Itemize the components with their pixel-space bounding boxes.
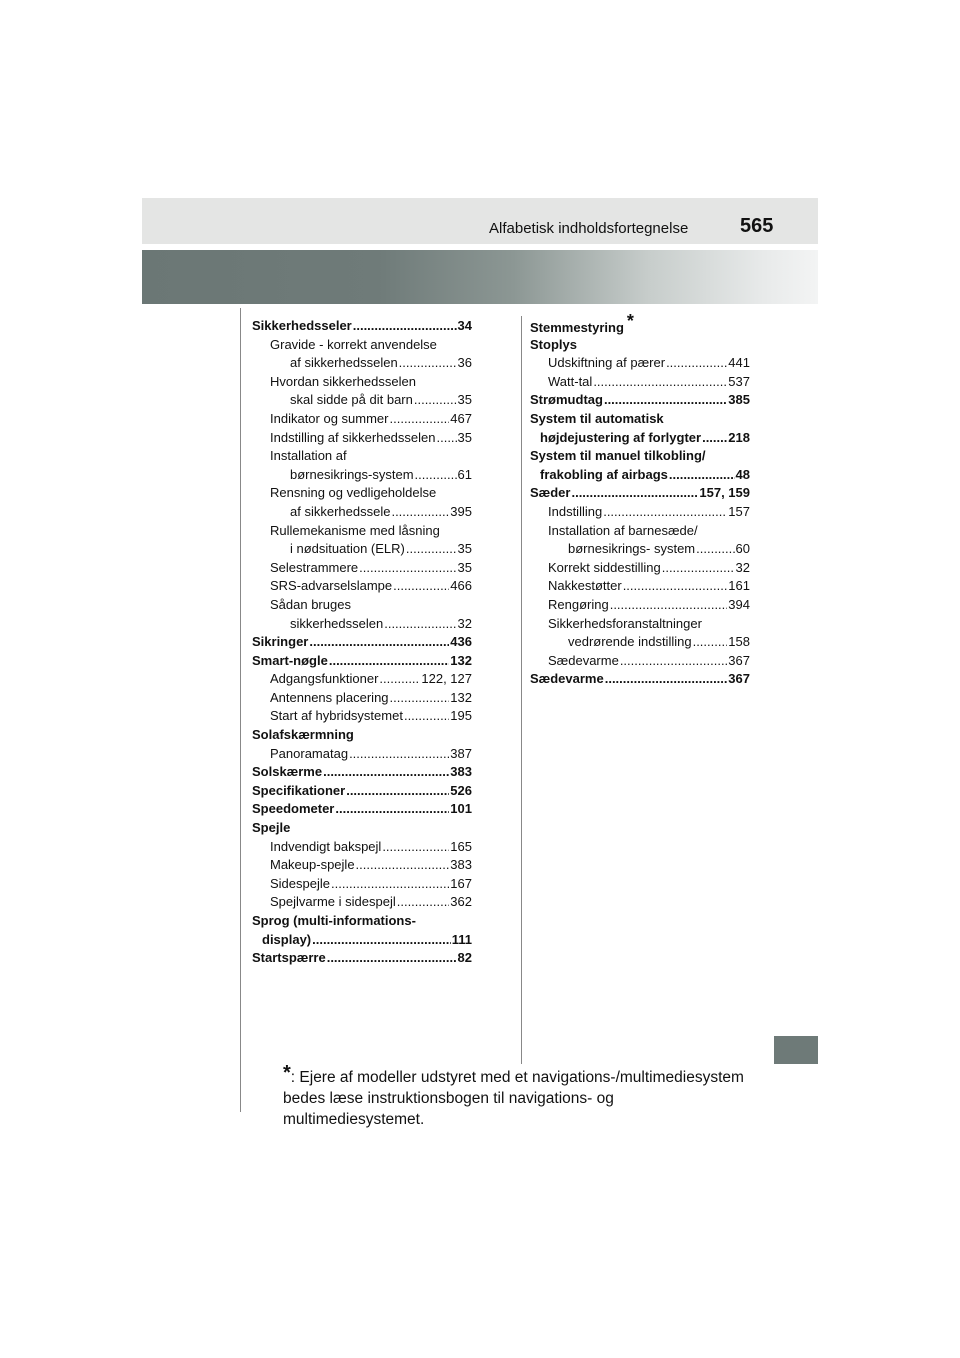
index-entry-page: 101 xyxy=(450,801,472,817)
index-entry xyxy=(252,522,472,541)
dot-leader xyxy=(359,559,456,578)
dot-leader xyxy=(669,466,735,485)
index-entry-term: i nødsituation (ELR) xyxy=(290,541,405,557)
index-entry-page: 60 xyxy=(735,541,750,557)
index-entry-term: Installation af barnesæde/ xyxy=(548,522,698,538)
index-column-right xyxy=(530,311,750,689)
index-entry-term: Indvendigt bakspejl xyxy=(270,838,382,854)
dot-leader xyxy=(353,317,457,336)
index-entry xyxy=(530,410,750,429)
index-entry-page: 48 xyxy=(735,466,750,482)
index-entry-page: 157 xyxy=(728,503,750,519)
index-entry-page: 61 xyxy=(457,466,472,482)
dot-leader xyxy=(702,429,727,448)
footnote xyxy=(283,1062,753,1130)
index-entry-page: 394 xyxy=(728,596,750,612)
index-entry xyxy=(252,466,472,485)
index-entry-term: Indikator og summer xyxy=(270,410,389,426)
index-entry-term: Spejle xyxy=(252,820,291,836)
index-entry-term: Udskiftning af pærer xyxy=(548,355,666,371)
dot-leader xyxy=(390,689,450,708)
index-entry xyxy=(530,577,750,596)
dot-leader xyxy=(349,745,449,764)
index-entry-term: Sidespejle xyxy=(270,875,330,891)
index-entry-page: 362 xyxy=(450,894,472,910)
index-entry-page: 35 xyxy=(457,429,472,445)
index-entry xyxy=(252,596,472,615)
index-entry-term: Sædevarme xyxy=(530,671,604,687)
index-entry-page: 158 xyxy=(728,634,750,650)
dot-leader xyxy=(693,633,728,652)
index-entry xyxy=(252,391,472,410)
footnote-star: * xyxy=(283,1062,291,1084)
index-entry-term: Rengøring xyxy=(548,596,609,612)
index-entry-page: 367 xyxy=(728,671,750,687)
index-entry xyxy=(252,931,472,950)
index-entry-term: Korrekt siddestilling xyxy=(548,559,661,575)
index-entry xyxy=(530,311,750,336)
dot-leader xyxy=(346,782,449,801)
dot-leader xyxy=(620,652,727,671)
dot-leader xyxy=(356,856,450,875)
index-entry xyxy=(530,522,750,541)
index-entry-term: display) xyxy=(262,931,312,947)
dot-leader xyxy=(414,391,457,410)
index-entry-page: 383 xyxy=(450,857,472,873)
index-entry-term: Sikkerhedsforanstaltninger xyxy=(548,615,702,631)
index-entry xyxy=(252,782,472,801)
index-entry xyxy=(252,373,472,392)
index-entry xyxy=(530,484,750,503)
index-entry-term: Indstilling xyxy=(548,503,603,519)
index-entry xyxy=(252,838,472,857)
running-header-title: Alfabetisk indholdsfortegnelse xyxy=(489,220,689,237)
index-entry-term: Stemmestyring xyxy=(530,320,624,335)
dot-leader xyxy=(309,633,449,652)
index-entry xyxy=(252,484,472,503)
dot-leader xyxy=(696,540,734,559)
index-entry-term: sikkerhedsselen xyxy=(290,615,384,631)
index-entry xyxy=(530,466,750,485)
dot-leader xyxy=(603,503,727,522)
index-entry-term: Panoramatag xyxy=(270,745,349,761)
header-gradient-band xyxy=(142,250,818,304)
index-entry xyxy=(530,633,750,652)
index-entry-page: 395 xyxy=(450,503,472,519)
index-entry xyxy=(530,559,750,578)
dot-leader xyxy=(329,652,449,671)
dot-leader xyxy=(610,596,728,615)
index-entry-term: Solafskærmning xyxy=(252,727,354,743)
index-entry-term: Rullemekanisme med låsning xyxy=(270,522,440,538)
index-entry-page: 132 xyxy=(450,689,472,705)
index-entry xyxy=(252,949,472,968)
index-entry xyxy=(252,615,472,634)
index-entry-page: 34 xyxy=(457,318,472,333)
index-entry xyxy=(530,670,750,689)
index-entry-page: 35 xyxy=(457,559,472,575)
index-column-left xyxy=(252,317,472,968)
dot-leader xyxy=(397,893,450,912)
column-divider-rule xyxy=(521,316,522,1064)
index-entry-term: SRS-advarselslampe xyxy=(270,578,393,594)
index-entry-page: 367 xyxy=(728,652,750,668)
index-entry-page: 32 xyxy=(457,615,472,631)
index-entry-term: Sprog (multi-informations- xyxy=(252,913,416,928)
index-entry-page: 111 xyxy=(451,931,472,947)
index-entry-term: System til automatisk xyxy=(530,410,664,426)
index-entry-term: Spejlvarme i sidespejl xyxy=(270,894,396,910)
left-margin-rule xyxy=(240,308,241,1112)
index-entry-term: Sæder xyxy=(530,485,571,501)
index-entry xyxy=(252,689,472,708)
index-entry-term: af sikkerhedssele xyxy=(290,503,391,519)
index-entry-term: af sikkerhedsselen xyxy=(290,355,398,371)
dot-leader xyxy=(406,540,457,559)
index-entry xyxy=(252,856,472,875)
index-entry-term: Sådan bruges xyxy=(270,596,351,612)
index-entry-term: Strømudtag xyxy=(530,392,603,408)
index-entry xyxy=(530,354,750,373)
header-top-bar xyxy=(142,198,818,244)
index-entry-term: Startspærre xyxy=(252,950,326,966)
index-entry-term: Selestrammere xyxy=(270,559,359,575)
index-entry-term: Nakkestøtter xyxy=(548,578,622,594)
dot-leader xyxy=(623,577,728,596)
footnote-text-1: : Ejere af modeller udstyret med et navigations-/multimediesystem xyxy=(290,1069,744,1086)
index-entry-page: 467 xyxy=(450,410,472,426)
index-entry xyxy=(252,503,472,522)
index-entry xyxy=(530,540,750,559)
dot-leader xyxy=(327,949,457,968)
index-entry xyxy=(530,596,750,615)
index-entry-term: højdejustering af forlygter xyxy=(540,429,702,445)
index-entry-page: 387 xyxy=(450,745,472,761)
index-entry-term: Specifikationer xyxy=(252,782,346,798)
dot-leader xyxy=(593,373,727,392)
index-entry-term: Start af hybridsystemet xyxy=(270,708,403,724)
dot-leader xyxy=(415,466,457,485)
index-entry xyxy=(530,652,750,671)
footnote-line-1 xyxy=(283,1062,753,1088)
index-entry xyxy=(530,615,750,634)
page-number: 565 xyxy=(740,215,774,237)
index-entry xyxy=(530,336,750,355)
index-entry-page: 466 xyxy=(450,578,472,594)
index-entry-page: 82 xyxy=(457,950,472,966)
dot-leader xyxy=(391,503,449,522)
index-entry-page: 195 xyxy=(450,708,472,724)
index-entry-term: Hvordan sikkerhedsselen xyxy=(270,373,416,389)
index-entry xyxy=(252,559,472,578)
section-thumb-tab xyxy=(774,1036,818,1064)
index-entry-page: 161 xyxy=(728,578,750,594)
index-entry xyxy=(530,503,750,522)
index-entry-term: Speedometer xyxy=(252,801,335,817)
index-entry-term: Indstilling af sikkerhedsselen xyxy=(270,429,436,445)
index-entry-term: Antennens placering xyxy=(270,689,389,705)
dot-leader xyxy=(335,800,449,819)
index-entry-term: Sikkerhedsseler xyxy=(252,318,352,333)
index-entry xyxy=(252,354,472,373)
index-entry xyxy=(252,652,472,671)
index-entry-page: 383 xyxy=(450,764,472,780)
index-entry xyxy=(252,577,472,596)
index-entry-term: Sikringer xyxy=(252,634,309,650)
dot-leader xyxy=(605,670,728,689)
index-entry-term: frakobling af airbags xyxy=(540,466,668,482)
index-entry-page: 537 xyxy=(728,373,750,389)
footnote-marker: * xyxy=(626,311,634,331)
dot-leader xyxy=(312,931,451,950)
index-entry xyxy=(252,912,472,931)
dot-leader xyxy=(666,354,727,373)
index-entry-term: Smart-nøgle xyxy=(252,652,328,668)
index-entry-term: Sædevarme xyxy=(548,652,619,668)
index-entry-page: 526 xyxy=(450,782,472,798)
dot-leader xyxy=(382,838,449,857)
index-entry xyxy=(252,875,472,894)
index-entry-page: 122, 127 xyxy=(421,671,472,687)
index-entry xyxy=(252,819,472,838)
index-entry xyxy=(252,317,472,336)
index-entry-term: Rensning og vedligeholdelse xyxy=(270,485,437,501)
dot-leader xyxy=(662,559,735,578)
index-entry-term: Stoplys xyxy=(530,336,577,352)
index-entry-page: 167 xyxy=(450,875,472,891)
index-entry xyxy=(252,707,472,726)
index-entry xyxy=(252,670,472,689)
index-entry-term: Solskærme xyxy=(252,764,323,780)
index-entry-term: Gravide - korrekt anvendelse xyxy=(270,336,437,352)
index-entry-term: Installation af xyxy=(270,448,347,464)
dot-leader xyxy=(399,354,457,373)
index-entry-term: skal sidde på dit barn xyxy=(290,392,413,408)
index-entry-page: 36 xyxy=(457,355,472,371)
index-entry-page: 35 xyxy=(457,541,472,557)
index-entry xyxy=(530,447,750,466)
index-entry xyxy=(530,391,750,410)
index-entry xyxy=(252,633,472,652)
dot-leader xyxy=(384,615,456,634)
index-entry-term: børnesikrings- system xyxy=(568,541,696,557)
index-entry xyxy=(252,410,472,429)
index-entry-page: 218 xyxy=(728,429,750,445)
index-entry xyxy=(530,429,750,448)
dot-leader xyxy=(571,484,698,503)
dot-leader xyxy=(379,670,420,689)
index-entry-term: børnesikrings-system xyxy=(290,466,414,482)
index-entry-term: Makeup-spejle xyxy=(270,857,355,873)
index-entry-page: 157, 159 xyxy=(699,485,750,501)
index-entry xyxy=(530,373,750,392)
dot-leader xyxy=(604,391,727,410)
index-entry-page: 385 xyxy=(728,392,750,408)
dot-leader xyxy=(331,875,449,894)
dot-leader xyxy=(323,763,449,782)
index-entry xyxy=(252,447,472,466)
index-entry-term: System til manuel tilkobling/ xyxy=(530,448,706,464)
dot-leader xyxy=(393,577,449,596)
index-entry xyxy=(252,800,472,819)
index-entry-page: 165 xyxy=(450,838,472,854)
index-entry xyxy=(252,540,472,559)
dot-leader xyxy=(436,429,456,448)
index-entry xyxy=(252,429,472,448)
index-entry-term: Watt-tal xyxy=(548,373,593,389)
index-entry-term: Adgangsfunktioner xyxy=(270,671,379,687)
dot-leader xyxy=(390,410,450,429)
index-entry-page: 35 xyxy=(457,392,472,408)
dot-leader xyxy=(404,707,449,726)
index-entry-term: vedrørende indstilling xyxy=(568,634,692,650)
index-entry-page: 32 xyxy=(735,559,750,575)
index-entry-page: 436 xyxy=(450,634,472,650)
index-entry-page: 441 xyxy=(728,355,750,371)
index-entry xyxy=(252,336,472,355)
index-entry-page: 132 xyxy=(450,652,472,668)
index-entry xyxy=(252,745,472,764)
index-entry xyxy=(252,893,472,912)
index-entry xyxy=(252,763,472,782)
index-entry xyxy=(252,726,472,745)
footnote-line-2: bedes læse instruktionsbogen til navigations- og multimediesystemet. xyxy=(283,1090,614,1128)
